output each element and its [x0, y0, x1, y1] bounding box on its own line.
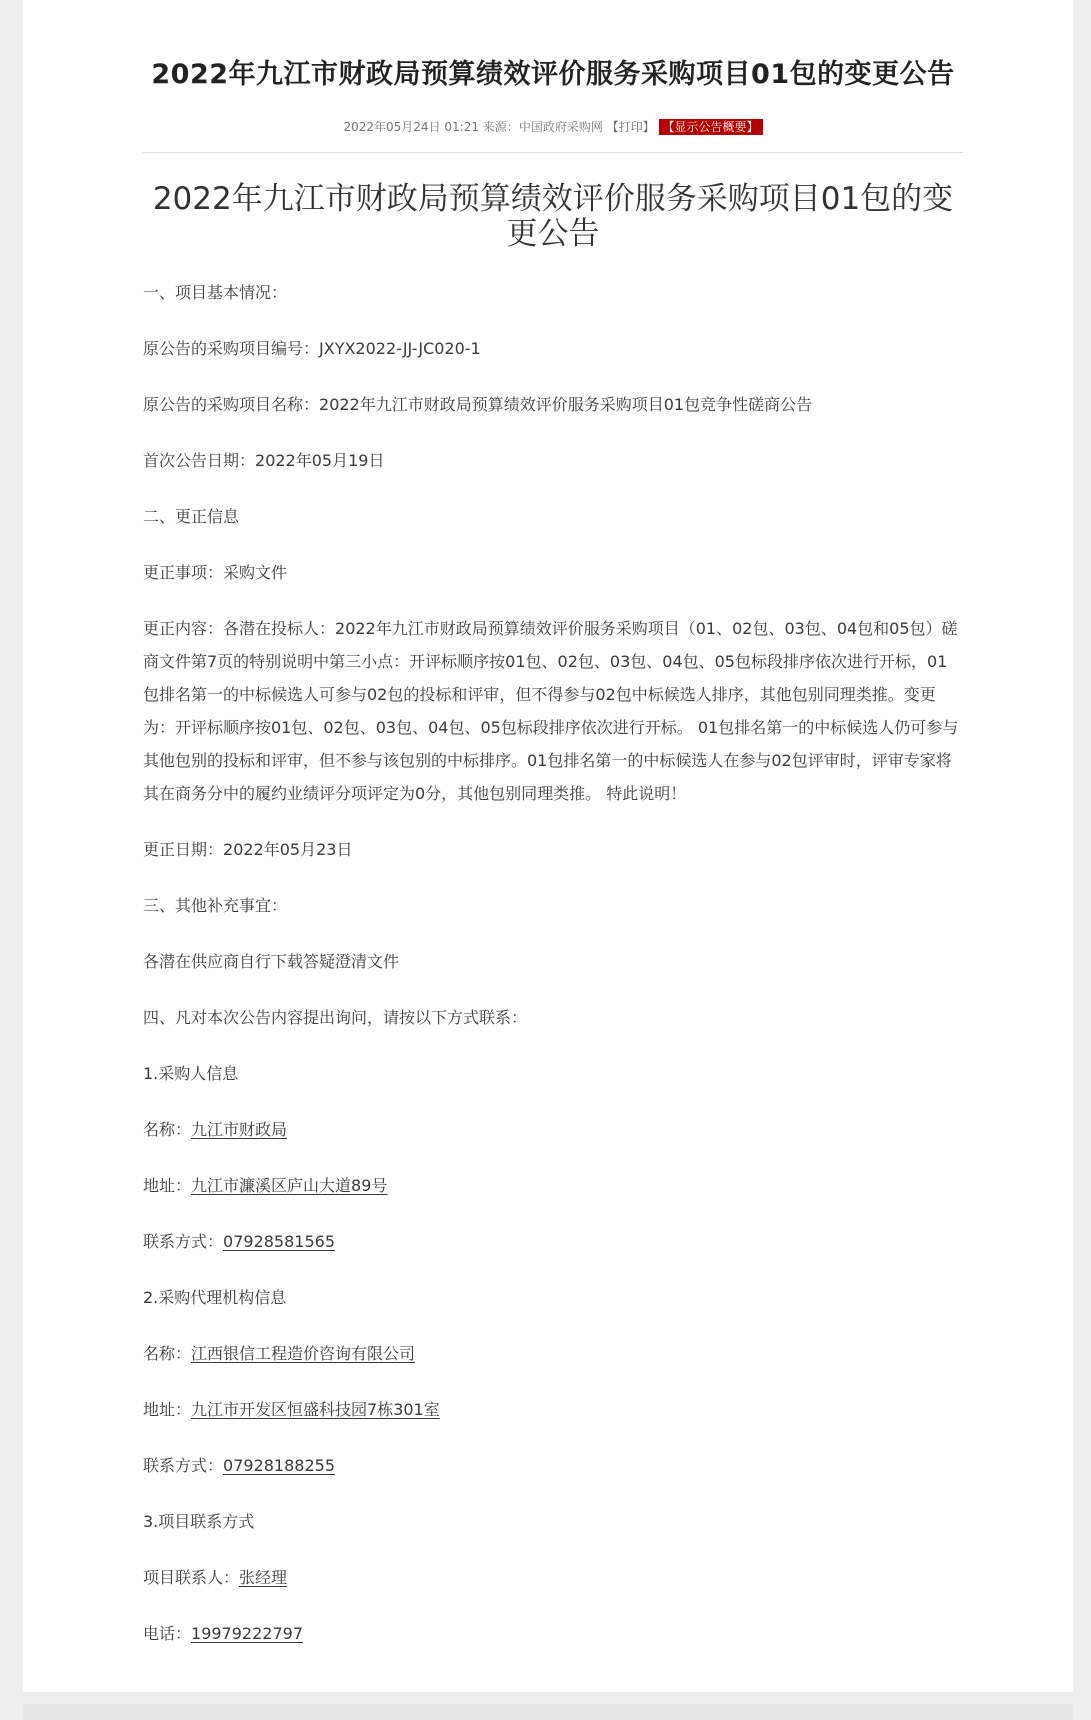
first-date: 2022年05月19日 — [255, 451, 385, 470]
buyer-phone: 07928581565 — [223, 1232, 335, 1251]
source-label: 来源： — [482, 120, 519, 134]
contact-person-row: 项目联系人：张经理 — [143, 1568, 288, 1587]
change-date: 2022年05月23日 — [223, 840, 353, 859]
change-date-row: 更正日期：2022年05月23日 — [143, 840, 353, 859]
agent-name-row: 名称：江西银信工程造价咨询有限公司 — [143, 1344, 416, 1363]
divider — [143, 152, 963, 153]
contact-person: 张经理 — [239, 1568, 288, 1587]
supplement-text: 各潜在供应商自行下载答疑澄清文件 — [143, 952, 400, 971]
section-heading: 四、凡对本次公告内容提出询问，请按以下方式联系： — [143, 1008, 528, 1027]
buyer-name-row: 名称：九江市财政局 — [143, 1120, 288, 1139]
footer-strip — [23, 1704, 1073, 1720]
change-content: 各潜在投标人：2022年九江市财政局预算绩效评价服务采购项目（01、02包、03包、04包和05包）磋商文件第7页的特别说明中第三小点：开评标顺序按01包、02包、03包、04包、05包标段排序依次进行开标，01包排名第一的中标候选人可参与02包的投标和评审，但不得参与02包中标候选人排序，其他包别同理类推。变更为：开评标顺序按01包、02包、03包、04包、05包标段排序依次进行开标。 01包排名第一的中标候选人仍可参与其他包别的投标和评审，但不参与该包别的中标排序。01包排名第一的中标候选人在参与02包评审时，评审专家将其在商务分中的履约业绩评分项评定为0分，其他包别同理类推。 特此说明！ — [143, 619, 959, 803]
section-heading: 二、更正信息 — [143, 507, 240, 526]
notice-title: 2022年九江市财政局预算绩效评价服务采购项目01包的变更公告 — [152, 181, 954, 252]
print-link[interactable]: 【打印】 — [606, 120, 655, 134]
contact-phone: 19979222797 — [191, 1624, 303, 1643]
buyer-phone-row: 联系方式：07928581565 — [143, 1232, 335, 1251]
change-content-row: 更正内容：各潜在投标人：2022年九江市财政局预算绩效评价服务采购项目（01、02包、03包、04包和05包）磋商文件第7页的特别说明中第三小点：开评标顺序按01包、02包、03包、04包、05包标段排序依次进行开标，01包排名第一的中标候选人可参与02包的投标和评审，但不得参与02包中标候选人排序，其他包别同理类推。变更为：开评标顺序按01包、02包、03包、04包、05包标段排序依次进行开标。 01包排名第一的中标候选人仍可参与其他包别的投标和评审，但不参与该包别的中标排序。01包排名第一的中标候选人在参与02包评审时，评审专家将其在商务分中的履约业绩评分项评定为0分，其他包别同理类推。 特此说明！ — [143, 619, 959, 803]
buyer-heading: 1.采购人信息 — [143, 1064, 239, 1083]
section-heading: 一、项目基本情况： — [143, 283, 288, 302]
contact-phone-row: 电话：19979222797 — [143, 1624, 303, 1643]
contact-heading: 3.项目联系方式 — [143, 1512, 255, 1531]
publish-date: 2022年05月24日 01:21 — [343, 120, 479, 134]
change-item-row: 更正事项：采购文件 — [143, 563, 288, 582]
project-code-row: 原公告的采购项目编号：JXYX2022-JJ-JC020-1 — [143, 339, 481, 358]
project-name-row: 原公告的采购项目名称：2022年九江市财政局预算绩效评价服务采购项目01包竞争性磋商公告 — [143, 395, 813, 414]
notice-body — [143, 276, 963, 1673]
change-item: 采购文件 — [223, 563, 288, 582]
agent-phone-row: 联系方式：07928188255 — [143, 1456, 335, 1475]
page-container — [23, 0, 1073, 1692]
buyer-address: 九江市濂溪区庐山大道89号 — [191, 1176, 388, 1195]
agent-address: 九江市开发区恒盛科技园7栋301室 — [191, 1400, 440, 1419]
article-meta — [143, 118, 963, 135]
agent-heading: 2.采购代理机构信息 — [143, 1288, 287, 1307]
agent-name: 江西银信工程造价咨询有限公司 — [191, 1344, 416, 1363]
agent-phone: 07928188255 — [223, 1456, 335, 1475]
project-name: 2022年九江市财政局预算绩效评价服务采购项目01包竞争性磋商公告 — [319, 395, 813, 414]
buyer-name: 九江市财政局 — [191, 1120, 288, 1139]
agent-address-row: 地址：九江市开发区恒盛科技园7栋301室 — [143, 1400, 440, 1419]
show-summary-button[interactable]: 【显示公告概要】 — [659, 119, 763, 135]
source-name: 中国政府采购网 — [518, 120, 603, 134]
first-date-row: 首次公告日期：2022年05月19日 — [143, 451, 385, 470]
page-title: 2022年九江市财政局预算绩效评价服务采购项目01包的变更公告 — [151, 59, 955, 90]
buyer-address-row: 地址：九江市濂溪区庐山大道89号 — [143, 1176, 388, 1195]
project-code: JXYX2022-JJ-JC020-1 — [319, 339, 481, 358]
section-heading: 三、其他补充事宜： — [143, 896, 288, 915]
